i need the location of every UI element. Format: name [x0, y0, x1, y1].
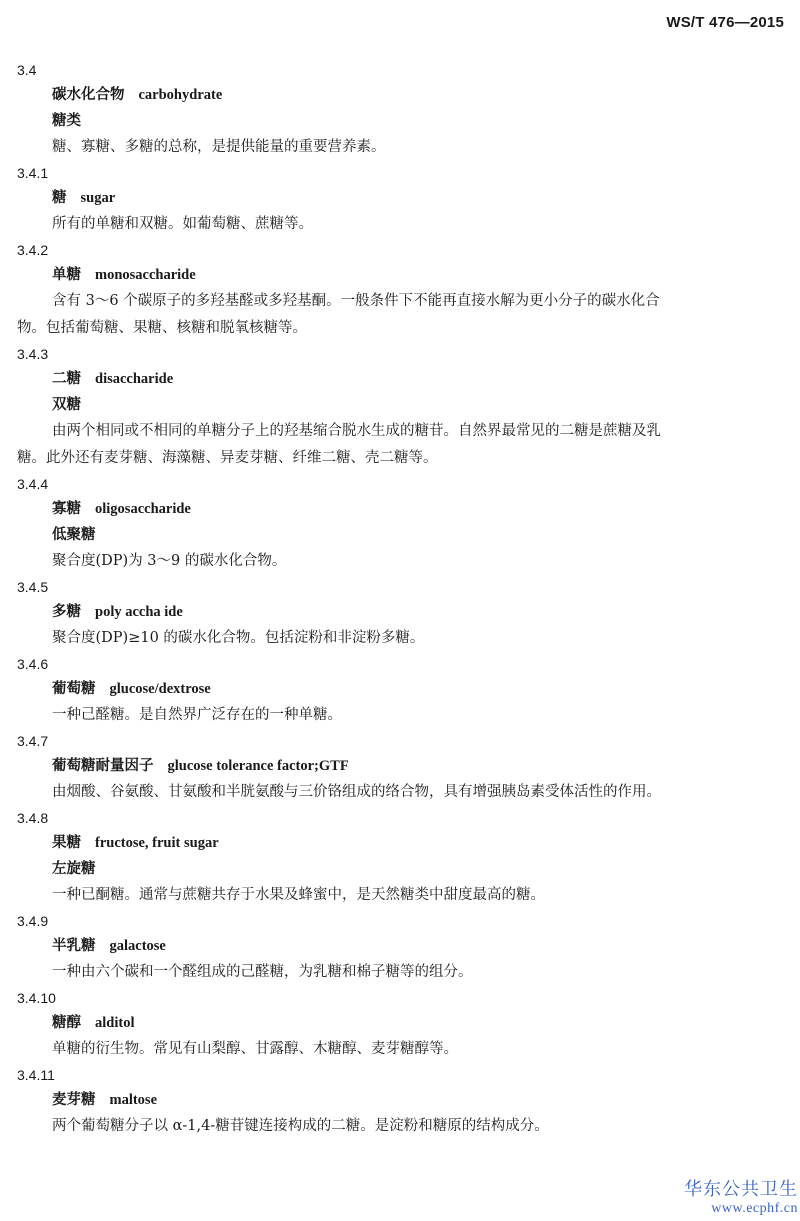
term-entry — [0, 342, 800, 472]
term-english: disaccharide — [95, 371, 174, 387]
term-heading — [0, 496, 800, 522]
entry-number: 3.4.4 — [17, 476, 49, 492]
term-entry — [0, 1063, 800, 1140]
term-english: carbohydrate — [138, 87, 223, 103]
term-chinese: 碳水化合物 — [52, 86, 125, 103]
entry-number: 3.4.8 — [17, 810, 49, 826]
term-english: glucose/dextrose — [109, 681, 211, 697]
term-english: oligosaccharide — [95, 501, 191, 517]
term-english: maltose — [109, 1092, 158, 1108]
term-entry — [0, 652, 800, 729]
term-heading — [0, 599, 800, 625]
term-entry — [0, 472, 800, 575]
term-english: galactose — [109, 938, 166, 954]
definition-line: 糖。此外还有麦芽糖、海藻糖、异麦芽糖、纤维二糖、壳二糖等。 — [17, 450, 438, 466]
term-synonym: 低聚糖 — [52, 526, 96, 543]
entry-number: 3.4.7 — [17, 733, 49, 749]
term-chinese: 葡萄糖耐量因子 — [52, 757, 154, 774]
definition-line: 由烟酸、谷氨酸、甘氨酸和半胱氨酸与三价铬组成的络合物，具有增强胰岛素受体活性的作用。 — [52, 784, 661, 800]
entry-number: 3.4 — [17, 62, 37, 78]
entry-number: 3.4.5 — [17, 579, 49, 595]
terms-section — [0, 58, 800, 1140]
term-heading — [0, 753, 800, 779]
entry-number: 3.4.10 — [17, 990, 56, 1006]
term-heading — [0, 830, 800, 856]
definition-line: 一种由六个碳和一个醛组成的己醛糖，为乳糖和棉子糖等的组分。 — [52, 964, 473, 980]
term-english: poly accha ide — [95, 604, 183, 620]
term-heading — [0, 82, 800, 108]
definition-line: 两个葡萄糖分子以 α-1,4-糖苷键连接构成的二糖。是淀粉和糖原的结构成分。 — [52, 1118, 549, 1134]
term-english: monosaccharide — [95, 267, 196, 283]
entry-number: 3.4.9 — [17, 913, 49, 929]
term-entry — [0, 909, 800, 986]
term-chinese: 单糖 — [52, 266, 81, 283]
term-entry — [0, 161, 800, 238]
term-chinese: 半乳糖 — [52, 937, 96, 954]
term-chinese: 寡糖 — [52, 500, 81, 517]
definition-line: 由两个相同或不相同的单糖分子上的羟基缩合脱水生成的糖苷。自然界最常见的二糖是蔗糖及乳 — [52, 423, 661, 439]
definition-line: 聚合度(DP)≥10 的碳水化合物。包括淀粉和非淀粉多糖。 — [52, 630, 425, 646]
term-entry — [0, 575, 800, 652]
term-synonym: 糖类 — [52, 112, 81, 129]
definition-line: 糖、寡糖、多糖的总称，是提供能量的重要营养素。 — [52, 139, 386, 155]
definition-line: 一种己醛糖。是自然界广泛存在的一种单糖。 — [52, 707, 342, 723]
definition-line: 含有 3～6 个碳原子的多羟基醛或多羟基酮。一般条件下不能再直接水解为更小分子的碳水化合 — [52, 293, 660, 309]
definition-line: 聚合度(DP)为 3～9 的碳水化合物。 — [52, 553, 287, 569]
standard-code: WS/T 476—2015 — [666, 14, 784, 31]
definition-line: 所有的单糖和双糖。如葡萄糖、蔗糖等。 — [52, 216, 313, 232]
entry-number: 3.4.1 — [17, 165, 49, 181]
term-chinese: 糖 — [52, 189, 67, 206]
definition-line: 一种已酮糖。通常与蔗糖共存于水果及蜂蜜中，是天然糖类中甜度最高的糖。 — [52, 887, 545, 903]
term-entry — [0, 986, 800, 1063]
term-chinese: 果糖 — [52, 834, 81, 851]
entry-number: 3.4.11 — [17, 1067, 55, 1083]
term-synonym: 左旋糖 — [52, 860, 96, 877]
watermark-url: www.ecphf.cn — [711, 1201, 798, 1216]
entry-number: 3.4.3 — [17, 346, 49, 362]
definition-line: 单糖的衍生物。常见有山梨醇、甘露醇、木糖醇、麦芽糖醇等。 — [52, 1041, 458, 1057]
term-chinese: 葡萄糖 — [52, 680, 96, 697]
term-synonym: 双糖 — [52, 396, 81, 413]
term-entry — [0, 238, 800, 342]
term-english: alditol — [95, 1015, 135, 1031]
definition-line: 物。包括葡萄糖、果糖、核糖和脱氧核糖等。 — [17, 320, 307, 336]
term-heading — [0, 1087, 800, 1113]
term-entry — [0, 58, 800, 161]
term-chinese: 多糖 — [52, 603, 81, 620]
term-english: fructose, fruit sugar — [95, 835, 219, 851]
term-heading — [0, 1010, 800, 1036]
term-heading — [0, 676, 800, 702]
entry-number: 3.4.6 — [17, 656, 49, 672]
term-chinese: 糖醇 — [52, 1014, 81, 1031]
term-entry — [0, 729, 800, 806]
watermark-name: 华东公共卫生 — [684, 1179, 798, 1200]
entry-number: 3.4.2 — [17, 242, 49, 258]
term-chinese: 麦芽糖 — [52, 1091, 96, 1108]
term-chinese: 二糖 — [52, 370, 81, 387]
watermark — [684, 1175, 798, 1217]
term-entry — [0, 806, 800, 909]
term-heading — [0, 185, 800, 211]
term-english: glucose tolerance factor;GTF — [167, 758, 349, 774]
term-heading — [0, 366, 800, 392]
term-heading — [0, 933, 800, 959]
term-english: sugar — [80, 190, 116, 206]
term-heading — [0, 262, 800, 288]
